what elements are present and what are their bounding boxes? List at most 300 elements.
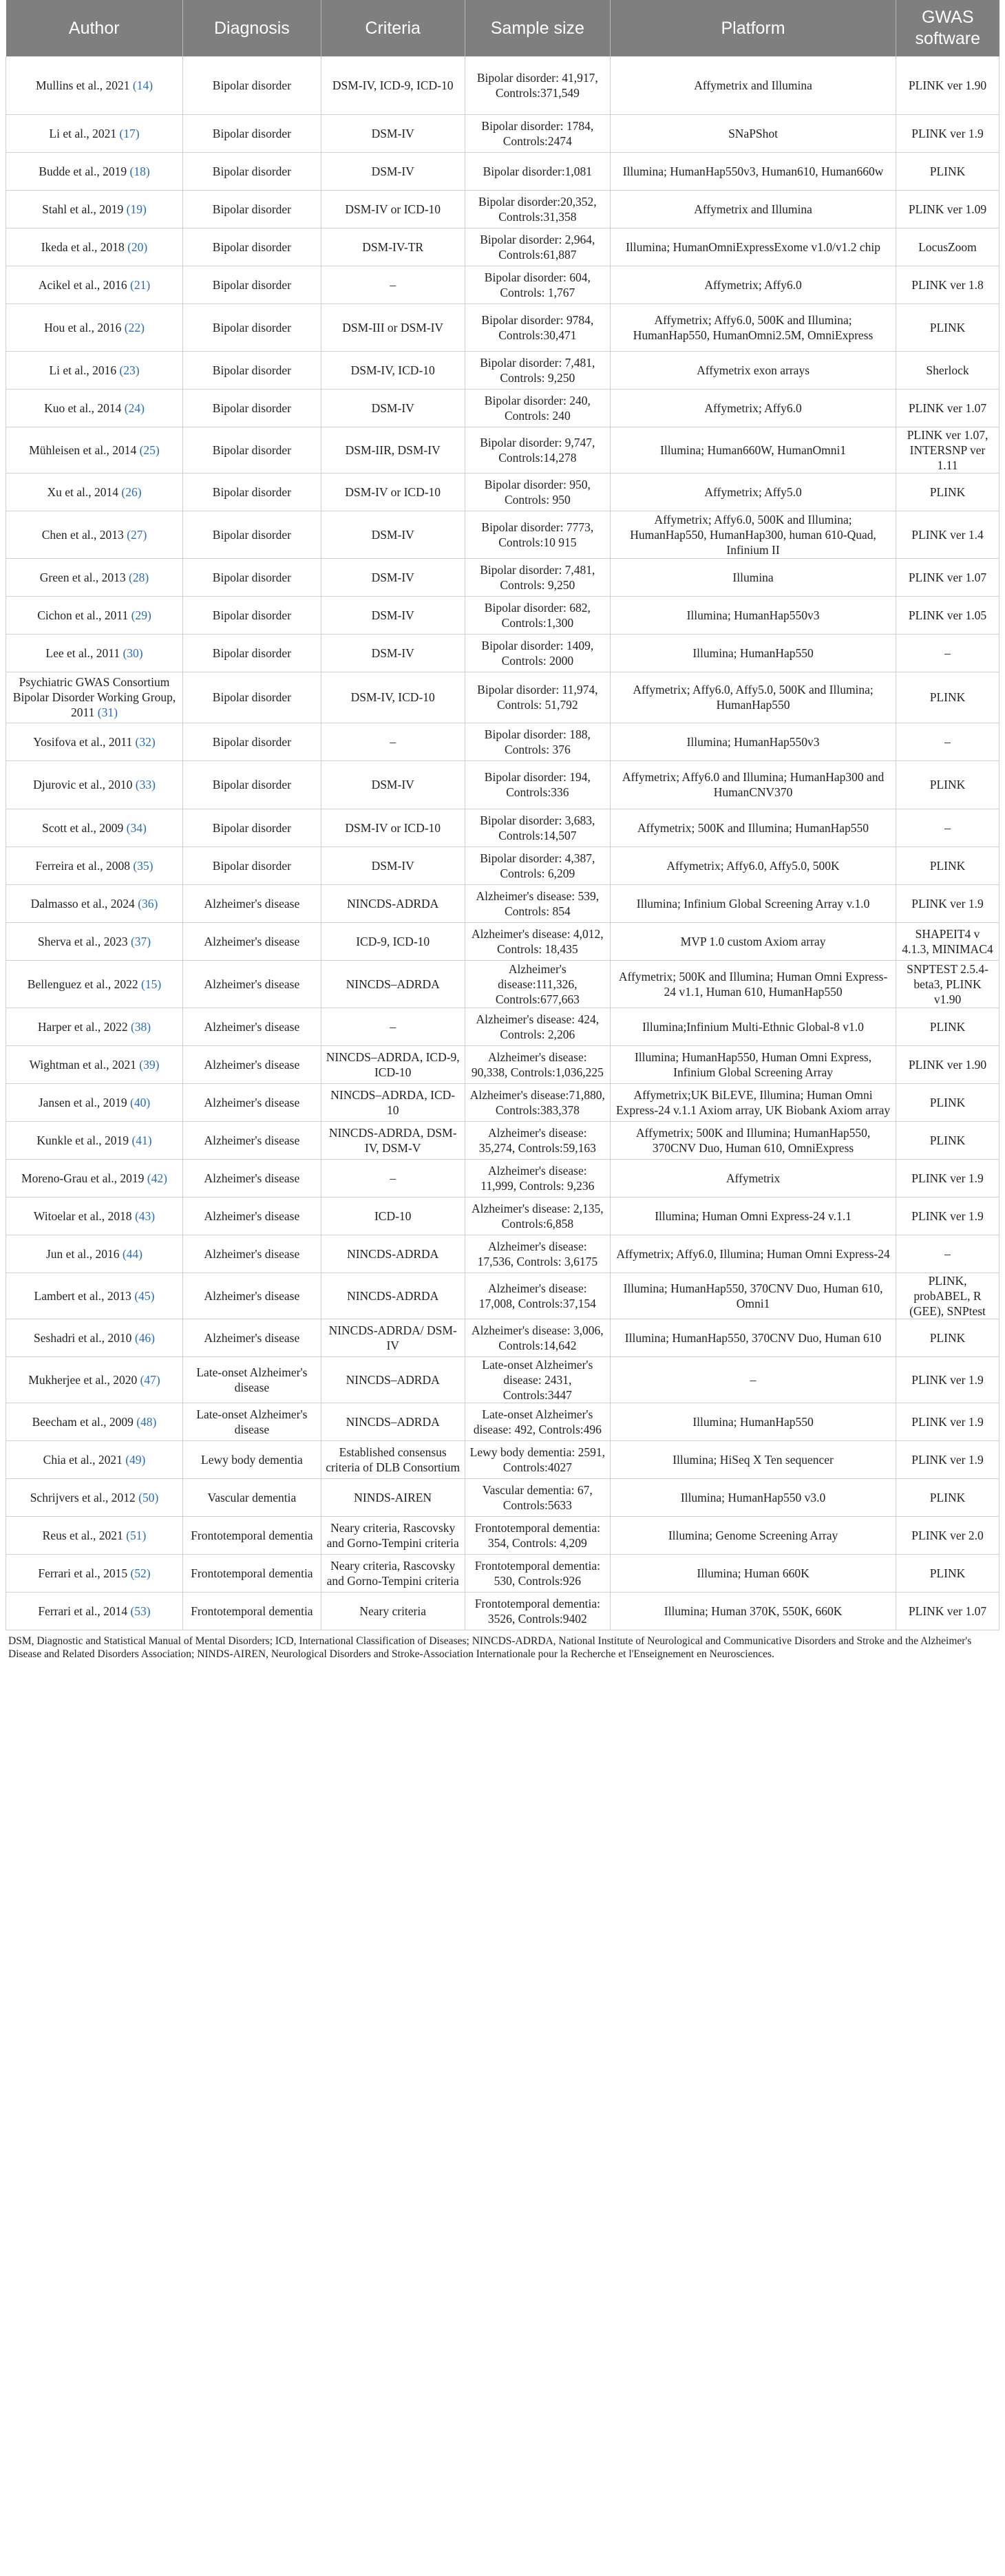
cell-diagnosis: Alzheimer's disease — [183, 1008, 321, 1045]
cell-author — [6, 723, 183, 760]
cell-platform: Affymetrix;UK BiLEVE, Illumina; Human Omni Express-24 v.1.1 Axiom array, UK Biobank Axiom array — [611, 1083, 896, 1121]
cell-author — [6, 511, 183, 558]
cell-diagnosis: Alzheimer's disease — [183, 922, 321, 960]
reference-link[interactable]: (21) — [130, 277, 151, 292]
cell-criteria: – — [321, 723, 465, 760]
table-row — [6, 1083, 999, 1121]
cell-sample-size: Bipolar disorder: 11,974, Controls: 51,792 — [465, 672, 610, 723]
cell-sample-size: Alzheimer's disease: 539, Controls: 854 — [465, 884, 610, 922]
cell-author — [6, 1273, 183, 1319]
table-row — [6, 1403, 999, 1440]
cell-gwas-software: PLINK — [896, 672, 999, 723]
reference-link[interactable]: (19) — [126, 202, 147, 216]
cell-diagnosis: Alzheimer's disease — [183, 1273, 321, 1319]
table-row — [6, 427, 999, 473]
cell-gwas-software: – — [896, 1235, 999, 1273]
cell-diagnosis: Late-onset Alzheimer's disease — [183, 1403, 321, 1440]
reference-link[interactable]: (27) — [127, 527, 147, 542]
cell-platform: Illumina; HumanHap550, 370CNV Duo, Human 610, Omni1 — [611, 1273, 896, 1319]
cell-author — [6, 1478, 183, 1516]
reference-link[interactable]: (29) — [131, 608, 151, 622]
cell-platform: Affymetrix; Affy6.0, 500K and Illumina; HumanHap550, HumanHap300, human 610-Quad, Infinium II — [611, 511, 896, 558]
cell-criteria: NINDS-AIREN — [321, 1478, 465, 1516]
cell-gwas-software: Sherlock — [896, 351, 999, 389]
author-name: Mullins et al., 2021 — [35, 78, 130, 92]
reference-link[interactable]: (43) — [134, 1209, 156, 1223]
cell-gwas-software: PLINK ver 1.07 — [896, 1592, 999, 1630]
cell-gwas-software: – — [896, 723, 999, 760]
cell-criteria: NINCDS–ADRDA, ICD-9, ICD-10 — [321, 1045, 465, 1083]
table-row — [6, 1319, 999, 1356]
cell-diagnosis: Bipolar disorder — [183, 596, 321, 634]
cell-sample-size: Alzheimer's disease: 17,536, Controls: 3,6175 — [465, 1235, 610, 1273]
cell-gwas-software: PLINK ver 1.07 — [896, 389, 999, 427]
cell-author — [6, 922, 183, 960]
cell-gwas-software: PLINK ver 1.9 — [896, 884, 999, 922]
cell-platform: Illumina; HumanHap550v3, Human610, Human660w — [611, 152, 896, 190]
cell-diagnosis: Alzheimer's disease — [183, 1197, 321, 1235]
cell-gwas-software: PLINK ver 1.9 — [896, 1159, 999, 1197]
cell-sample-size: Bipolar disorder: 3,683, Controls:14,507 — [465, 809, 610, 847]
cell-sample-size: Alzheimer's disease: 3,006, Controls:14,642 — [465, 1319, 610, 1356]
cell-criteria: DSM-IV, ICD-9, ICD-10 — [321, 56, 465, 114]
cell-author — [6, 1440, 183, 1478]
author-name: Witoelar et al., 2018 — [33, 1209, 132, 1223]
cell-criteria: NINCDS-ADRDA, DSM-IV, DSM-V — [321, 1121, 465, 1159]
cell-criteria: DSM-IV — [321, 152, 465, 190]
table-row — [6, 228, 999, 266]
cell-platform: MVP 1.0 custom Axiom array — [611, 922, 896, 960]
cell-sample-size: Bipolar disorder:20,352, Controls:31,358 — [465, 190, 610, 228]
reference-link[interactable]: (51) — [126, 1528, 147, 1542]
cell-platform: Affymetrix — [611, 1159, 896, 1197]
cell-criteria: DSM-IIR, DSM-IV — [321, 427, 465, 473]
cell-author — [6, 228, 183, 266]
cell-sample-size: Bipolar disorder: 682, Controls:1,300 — [465, 596, 610, 634]
cell-author — [6, 1592, 183, 1630]
cell-sample-size: Alzheimer's disease: 35,274, Controls:59,163 — [465, 1121, 610, 1159]
cell-author — [6, 56, 183, 114]
cell-criteria: DSM-IV or ICD-10 — [321, 473, 465, 511]
cell-sample-size: Bipolar disorder: 194, Controls:336 — [465, 760, 610, 809]
cell-author — [6, 1319, 183, 1356]
cell-criteria: DSM-IV — [321, 558, 465, 596]
cell-diagnosis: Bipolar disorder — [183, 389, 321, 427]
cell-sample-size: Alzheimer's disease: 90,338, Controls:1,036,225 — [465, 1045, 610, 1083]
cell-sample-size: Bipolar disorder: 2,964, Controls:61,887 — [465, 228, 610, 266]
table-footnote: DSM, Diagnostic and Statistical Manual of Mental Disorders; ICD, International Classification of Diseases; NINCDS-ADRDA, National Institute of Neurological and Communicative Disorders and Stroke and the Alzheimer's Disease and Related Disorders Association; NINDS-AIREN, Neurological Disorders and Stroke-Association Internationale pour la Recherche et l'Enseignement en Neurosciences. — [8, 1635, 972, 1660]
author-name: Beecham et al., 2009 — [32, 1414, 134, 1429]
cell-author — [6, 190, 183, 228]
cell-diagnosis: Bipolar disorder — [183, 152, 321, 190]
cell-gwas-software: PLINK ver 1.07, INTERSNP ver 1.11 — [896, 427, 999, 473]
reference-link[interactable]: (32) — [135, 734, 156, 749]
cell-diagnosis: Bipolar disorder — [183, 427, 321, 473]
author-name: Green et al., 2013 — [39, 570, 126, 584]
cell-diagnosis: Alzheimer's disease — [183, 1159, 321, 1197]
cell-diagnosis: Bipolar disorder — [183, 634, 321, 672]
cell-sample-size: Bipolar disorder: 1409, Controls: 2000 — [465, 634, 610, 672]
header-diagnosis: Diagnosis — [183, 0, 321, 56]
table-row — [6, 760, 999, 809]
reference-link[interactable]: (33) — [135, 778, 156, 791]
reference-link[interactable]: (50) — [138, 1490, 159, 1504]
cell-criteria: Neary criteria — [321, 1592, 465, 1630]
cell-criteria: DSM-IV or ICD-10 — [321, 809, 465, 847]
cell-diagnosis: Bipolar disorder — [183, 473, 321, 511]
cell-platform: Affymetrix; Affy6.0, Illumina; Human Omni Express-24 — [611, 1235, 896, 1273]
reference-link[interactable]: (14) — [132, 78, 154, 92]
cell-criteria: Established consensus criteria of DLB Consortium — [321, 1440, 465, 1478]
author-name: Schrijvers et al., 2012 — [30, 1490, 136, 1504]
table-row — [6, 152, 999, 190]
author-name: Harper et al., 2022 — [37, 1019, 128, 1034]
cell-gwas-software: PLINK — [896, 473, 999, 511]
cell-platform: Affymetrix; 500K and Illumina; Human Omni Express-24 v1.1, Human 610, HumanHap550 — [611, 960, 896, 1008]
cell-sample-size: Frontotemporal dementia: 3526, Controls:9402 — [465, 1592, 610, 1630]
cell-criteria: DSM-IV — [321, 596, 465, 634]
author-name: Acikel et al., 2016 — [38, 277, 127, 292]
reference-link[interactable]: (46) — [134, 1330, 155, 1345]
cell-author — [6, 672, 183, 723]
table-row — [6, 1159, 999, 1197]
cell-sample-size: Bipolar disorder: 604, Controls: 1,767 — [465, 266, 610, 304]
author-name: Lee et al., 2011 — [45, 646, 120, 660]
author-name: Kunkle et al., 2019 — [36, 1133, 129, 1147]
reference-link[interactable]: (42) — [147, 1171, 167, 1185]
table-row — [6, 1440, 999, 1478]
table-row — [6, 634, 999, 672]
cell-author — [6, 1197, 183, 1235]
reference-link[interactable]: (48) — [136, 1414, 157, 1429]
author-name: Li et al., 2021 — [49, 126, 117, 140]
cell-sample-size: Alzheimer's disease:111,326, Controls:677,663 — [465, 960, 610, 1008]
header-sample-size: Sample size — [465, 0, 610, 56]
cell-sample-size: Bipolar disorder: 4,387, Controls: 6,209 — [465, 847, 610, 884]
cell-gwas-software: PLINK — [896, 304, 999, 351]
reference-link[interactable]: (53) — [130, 1604, 151, 1618]
cell-criteria: NINCDS-ADRDA — [321, 1235, 465, 1273]
cell-sample-size: Late-onset Alzheimer's disease: 2431, Controls:3447 — [465, 1356, 610, 1403]
cell-platform: – — [611, 1356, 896, 1403]
reference-link[interactable]: (18) — [129, 164, 150, 178]
cell-diagnosis: Lewy body dementia — [183, 1440, 321, 1478]
cell-author — [6, 1121, 183, 1159]
cell-author — [6, 596, 183, 634]
cell-platform: Illumina; HumanHap550, Human Omni Express, Infinium Global Screening Array — [611, 1045, 896, 1083]
author-name: Chia et al., 2021 — [43, 1452, 123, 1467]
cell-sample-size: Bipolar disorder: 950, Controls: 950 — [465, 473, 610, 511]
author-name: Bellenguez et al., 2022 — [27, 977, 138, 991]
author-name: Scott et al., 2009 — [42, 820, 124, 835]
cell-author — [6, 389, 183, 427]
table-row — [6, 389, 999, 427]
cell-diagnosis: Bipolar disorder — [183, 190, 321, 228]
cell-criteria: NINCDS-ADRDA/ DSM-IV — [321, 1319, 465, 1356]
reference-link[interactable]: (44) — [122, 1246, 142, 1261]
gwas-table-container — [6, 0, 999, 1661]
author-name: Ikeda et al., 2018 — [41, 239, 125, 254]
cell-sample-size: Bipolar disorder: 7,481, Controls: 9,250 — [465, 558, 610, 596]
cell-sample-size: Alzheimer's disease:71,880, Controls:383,378 — [465, 1083, 610, 1121]
cell-sample-size: Bipolar disorder:1,081 — [465, 152, 610, 190]
header-platform: Platform — [611, 0, 896, 56]
cell-author — [6, 1045, 183, 1083]
cell-author — [6, 960, 183, 1008]
cell-author — [6, 1356, 183, 1403]
cell-gwas-software: PLINK ver 1.4 — [896, 511, 999, 558]
cell-sample-size: Bipolar disorder: 7773, Controls:10 915 — [465, 511, 610, 558]
author-name: Moreno-Grau et al., 2019 — [21, 1171, 145, 1185]
reference-link[interactable]: (52) — [130, 1566, 151, 1580]
table-row — [6, 1478, 999, 1516]
cell-diagnosis: Bipolar disorder — [183, 351, 321, 389]
cell-platform: Affymetrix; Affy6.0 and Illumina; HumanHap300 and HumanCNV370 — [611, 760, 896, 809]
cell-gwas-software: – — [896, 634, 999, 672]
cell-diagnosis: Bipolar disorder — [183, 760, 321, 809]
table-row — [6, 1273, 999, 1319]
cell-platform: Illumina; HumanOmniExpressExome v1.0/v1.2 chip — [611, 228, 896, 266]
cell-platform: Illumina; Human 370K, 550K, 660K — [611, 1592, 896, 1630]
cell-criteria: DSM-IV, ICD-10 — [321, 672, 465, 723]
reference-link[interactable]: (20) — [127, 239, 148, 254]
reference-link[interactable]: (31) — [97, 705, 118, 719]
cell-diagnosis: Alzheimer's disease — [183, 1319, 321, 1356]
cell-gwas-software: PLINK ver 1.9 — [896, 1403, 999, 1440]
cell-gwas-software: PLINK, probABEL, R (GEE), SNPtest — [896, 1273, 999, 1319]
cell-sample-size: Bipolar disorder: 41,917, Controls:371,549 — [465, 56, 610, 114]
table-row — [6, 266, 999, 304]
cell-criteria: ICD-9, ICD-10 — [321, 922, 465, 960]
cell-gwas-software: PLINK ver 1.9 — [896, 1356, 999, 1403]
cell-gwas-software: PLINK ver 1.9 — [896, 114, 999, 152]
reference-link[interactable]: (47) — [140, 1372, 160, 1387]
cell-sample-size: Bipolar disorder: 1784, Controls:2474 — [465, 114, 610, 152]
cell-platform: Affymetrix and Illumina — [611, 190, 896, 228]
cell-diagnosis: Frontotemporal dementia — [183, 1554, 321, 1592]
cell-platform: Illumina; HumanHap550, 370CNV Duo, Human 610 — [611, 1319, 896, 1356]
cell-diagnosis: Alzheimer's disease — [183, 1083, 321, 1121]
reference-link[interactable]: (35) — [133, 858, 154, 873]
cell-gwas-software: PLINK ver 2.0 — [896, 1516, 999, 1554]
author-name: Psychiatric GWAS Consortium Bipolar Disorder Working Group, 2011 — [12, 675, 176, 719]
cell-criteria: NINCDS-ADRDA — [321, 884, 465, 922]
cell-diagnosis: Alzheimer's disease — [183, 1045, 321, 1083]
cell-diagnosis: Frontotemporal dementia — [183, 1592, 321, 1630]
cell-gwas-software: PLINK ver 1.09 — [896, 190, 999, 228]
table-row — [6, 960, 999, 1008]
cell-sample-size: Bipolar disorder: 188, Controls: 376 — [465, 723, 610, 760]
cell-criteria: NINCDS–ADRDA — [321, 1403, 465, 1440]
reference-link[interactable]: (30) — [123, 646, 143, 660]
cell-sample-size: Alzheimer's disease: 424, Controls: 2,206 — [465, 1008, 610, 1045]
cell-author — [6, 114, 183, 152]
author-name: Wightman et al., 2021 — [29, 1057, 136, 1072]
cell-platform: Illumina; HumanHap550 v3.0 — [611, 1478, 896, 1516]
header-author: Author — [6, 0, 183, 56]
cell-platform: Illumina; Human 660K — [611, 1554, 896, 1592]
cell-diagnosis: Alzheimer's disease — [183, 1121, 321, 1159]
cell-author — [6, 473, 183, 511]
cell-sample-size: Bipolar disorder: 9784, Controls:30,471 — [465, 304, 610, 351]
cell-sample-size: Bipolar disorder: 7,481, Controls: 9,250 — [465, 351, 610, 389]
cell-platform: SNaPShot — [611, 114, 896, 152]
author-name: Yosifova et al., 2011 — [33, 734, 133, 749]
cell-author — [6, 1554, 183, 1592]
cell-author — [6, 760, 183, 809]
cell-platform: Illumina;Infinium Multi-Ethnic Global-8 v1.0 — [611, 1008, 896, 1045]
cell-author — [6, 558, 183, 596]
cell-diagnosis: Alzheimer's disease — [183, 960, 321, 1008]
cell-gwas-software: – — [896, 809, 999, 847]
cell-platform: Affymetrix; Affy6.0, Affy5.0, 500K and Illumina; HumanHap550 — [611, 672, 896, 723]
cell-author — [6, 809, 183, 847]
cell-criteria: DSM-IV — [321, 760, 465, 809]
cell-platform: Affymetrix; Affy6.0, Affy5.0, 500K — [611, 847, 896, 884]
author-name: Mühleisen et al., 2014 — [29, 443, 137, 457]
table-header — [6, 0, 999, 56]
cell-gwas-software: PLINK ver 1.07 — [896, 558, 999, 596]
cell-platform: Illumina; Infinium Global Screening Array v.1.0 — [611, 884, 896, 922]
cell-sample-size: Bipolar disorder: 240, Controls: 240 — [465, 389, 610, 427]
reference-link[interactable]: (15) — [141, 977, 162, 991]
cell-criteria: NINCDS–ADRDA — [321, 1356, 465, 1403]
cell-gwas-software: LocusZoom — [896, 228, 999, 266]
cell-gwas-software: PLINK — [896, 760, 999, 809]
cell-criteria: – — [321, 1008, 465, 1045]
cell-author — [6, 847, 183, 884]
author-name: Jun et al., 2016 — [46, 1246, 120, 1261]
cell-sample-size: Frontotemporal dementia: 354, Controls: 4,209 — [465, 1516, 610, 1554]
cell-platform: Illumina; Human Omni Express-24 v.1.1 — [611, 1197, 896, 1235]
table-row — [6, 304, 999, 351]
reference-link[interactable]: (38) — [130, 1019, 151, 1034]
cell-platform: Illumina; HumanHap550v3 — [611, 596, 896, 634]
cell-platform: Affymetrix exon arrays — [611, 351, 896, 389]
cell-diagnosis: Bipolar disorder — [183, 723, 321, 760]
reference-link[interactable]: (41) — [131, 1133, 152, 1147]
author-name: Cichon et al., 2011 — [37, 608, 129, 622]
author-name: Mukherjee et al., 2020 — [28, 1372, 138, 1387]
cell-diagnosis: Vascular dementia — [183, 1478, 321, 1516]
author-name: Jansen et al., 2019 — [38, 1095, 127, 1109]
cell-author — [6, 152, 183, 190]
cell-diagnosis: Bipolar disorder — [183, 847, 321, 884]
reference-link[interactable]: (23) — [119, 363, 140, 377]
reference-link[interactable]: (40) — [130, 1095, 151, 1109]
cell-diagnosis: Bipolar disorder — [183, 511, 321, 558]
cell-sample-size: Alzheimer's disease: 4,012, Controls: 18,435 — [465, 922, 610, 960]
cell-criteria: DSM-IV or ICD-10 — [321, 190, 465, 228]
cell-platform: Affymetrix; 500K and Illumina; HumanHap550 — [611, 809, 896, 847]
reference-link[interactable]: (49) — [125, 1452, 146, 1467]
cell-gwas-software: PLINK — [896, 1083, 999, 1121]
author-name: Seshadri et al., 2010 — [34, 1330, 132, 1345]
cell-platform: Illumina; Human660W, HumanOmni1 — [611, 427, 896, 473]
table-row — [6, 558, 999, 596]
table-row — [6, 511, 999, 558]
cell-criteria: DSM-IV — [321, 847, 465, 884]
table-row — [6, 922, 999, 960]
cell-author — [6, 1083, 183, 1121]
cell-criteria: – — [321, 266, 465, 304]
cell-sample-size: Bipolar disorder: 9,747, Controls:14,278 — [465, 427, 610, 473]
reference-link[interactable]: (45) — [134, 1288, 155, 1303]
cell-gwas-software: PLINK ver 1.8 — [896, 266, 999, 304]
table-row — [6, 1008, 999, 1045]
cell-diagnosis: Bipolar disorder — [183, 558, 321, 596]
table-row — [6, 351, 999, 389]
cell-platform: Illumina; HumanHap550 — [611, 634, 896, 672]
author-name: Dalmasso et al., 2024 — [30, 896, 135, 911]
reference-link[interactable]: (26) — [121, 485, 142, 499]
reference-link[interactable]: (24) — [124, 401, 145, 415]
cell-sample-size: Vascular dementia: 67, Controls:5633 — [465, 1478, 610, 1516]
cell-diagnosis: Bipolar disorder — [183, 114, 321, 152]
cell-diagnosis: Bipolar disorder — [183, 228, 321, 266]
author-name: Djurovic et al., 2010 — [33, 778, 133, 791]
author-name: Stahl et al., 2019 — [42, 202, 124, 216]
table-row — [6, 1516, 999, 1554]
cell-platform: Illumina — [611, 558, 896, 596]
cell-criteria: NINCDS–ADRDA — [321, 960, 465, 1008]
author-name: Budde et al., 2019 — [39, 164, 127, 178]
cell-sample-size: Lewy body dementia: 2591, Controls:4027 — [465, 1440, 610, 1478]
cell-criteria: NINCDS-ADRDA — [321, 1273, 465, 1319]
table-row — [6, 190, 999, 228]
reference-link[interactable]: (17) — [119, 126, 140, 140]
reference-link[interactable]: (34) — [126, 820, 147, 835]
table-row — [6, 1235, 999, 1273]
cell-diagnosis: Bipolar disorder — [183, 304, 321, 351]
cell-gwas-software: PLINK ver 1.9 — [896, 1440, 999, 1478]
cell-author — [6, 1235, 183, 1273]
reference-link[interactable]: (28) — [129, 570, 149, 584]
table-row — [6, 672, 999, 723]
table-row — [6, 1121, 999, 1159]
reference-link[interactable]: (39) — [139, 1057, 160, 1072]
reference-link[interactable]: (25) — [139, 443, 160, 457]
author-name: Xu et al., 2014 — [47, 485, 118, 499]
cell-criteria: DSM-IV — [321, 114, 465, 152]
author-name: Ferrari et al., 2014 — [38, 1604, 128, 1618]
author-name: Ferreira et al., 2008 — [35, 858, 130, 873]
cell-platform: Illumina; HiSeq X Ten sequencer — [611, 1440, 896, 1478]
cell-platform: Affymetrix; Affy6.0 — [611, 266, 896, 304]
header-gwas-software: GWAS software — [896, 0, 999, 56]
cell-author — [6, 634, 183, 672]
cell-author — [6, 351, 183, 389]
cell-sample-size: Alzheimer's disease: 11,999, Controls: 9,236 — [465, 1159, 610, 1197]
table-row — [6, 1592, 999, 1630]
cell-criteria: DSM-IV — [321, 634, 465, 672]
author-name: Hou et al., 2016 — [44, 320, 122, 334]
cell-platform: Illumina; Genome Screening Array — [611, 1516, 896, 1554]
cell-sample-size: Alzheimer's disease: 17,008, Controls:37,154 — [465, 1273, 610, 1319]
cell-author — [6, 1403, 183, 1440]
reference-link[interactable]: (36) — [138, 896, 158, 911]
table-row — [6, 56, 999, 114]
author-name: Reus et al., 2021 — [42, 1528, 123, 1542]
cell-platform: Affymetrix; Affy5.0 — [611, 473, 896, 511]
cell-gwas-software: PLINK — [896, 152, 999, 190]
table-row — [6, 1197, 999, 1235]
reference-link[interactable]: (22) — [124, 320, 145, 334]
author-name: Chen et al., 2013 — [41, 527, 124, 542]
cell-criteria: NINCDS–ADRDA, ICD-10 — [321, 1083, 465, 1121]
cell-author — [6, 266, 183, 304]
reference-link[interactable]: (37) — [130, 934, 151, 948]
